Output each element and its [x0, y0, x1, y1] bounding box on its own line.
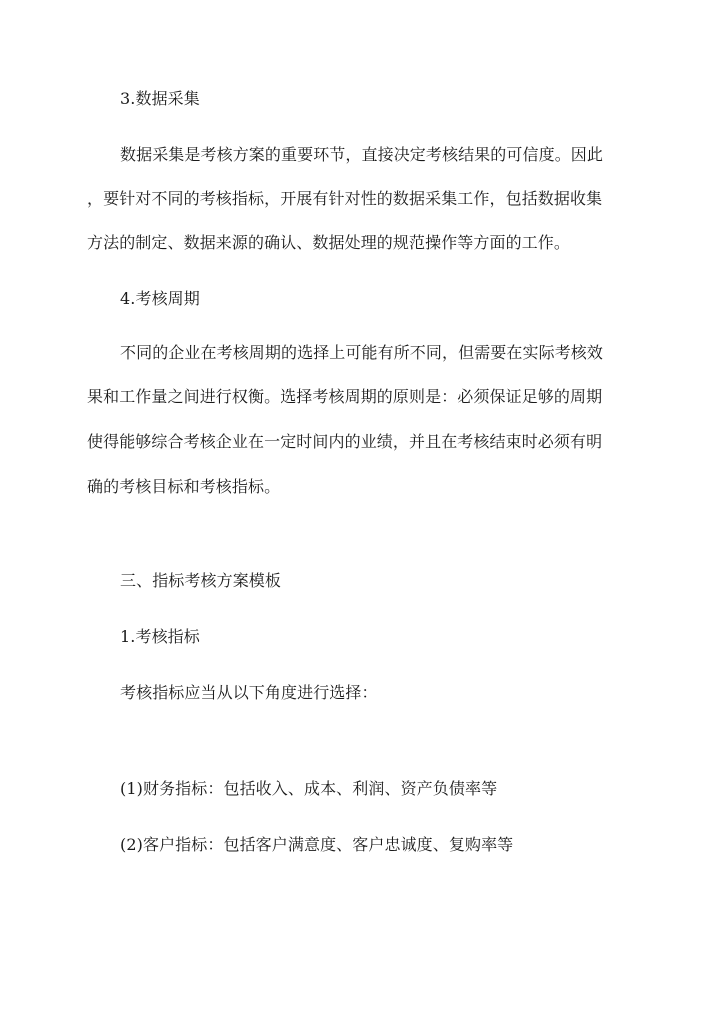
paragraph-line: 数据采集是考核方案的重要环节，直接决定考核结果的可信度。因此 — [120, 145, 604, 164]
section-heading-assessment-cycle: 4.考核周期 — [120, 289, 200, 308]
paragraph-line: 方法的制定、数据来源的确认、数据处理的规范操作等方面的工作。 — [87, 233, 571, 252]
list-item-financial: (1)财务指标：包括收入、成本、利润、资产负债率等 — [120, 779, 498, 798]
section-heading-data-collection: 3.数据采集 — [120, 89, 200, 108]
intro-text: 考核指标应当从以下角度进行选择： — [120, 683, 378, 702]
paragraph-line: 不同的企业在考核周期的选择上可能有所不同，但需要在实际考核效 — [120, 343, 604, 362]
paragraph-line: 确的考核目标和考核指标。 — [87, 477, 281, 496]
sub-heading-indicators: 1.考核指标 — [120, 627, 200, 646]
part-heading-template: 三、指标考核方案模板 — [120, 571, 282, 590]
paragraph-line: 使得能够综合考核企业在一定时间内的业绩，并且在考核结束时必须有明 — [87, 432, 603, 451]
paragraph-line: ，要针对不同的考核指标，开展有针对性的数据采集工作，包括数据收集 — [87, 189, 603, 208]
paragraph-line: 果和工作量之间进行权衡。选择考核周期的原则是：必须保证足够的周期 — [87, 387, 603, 406]
list-item-customer: (2)客户指标：包括客户满意度、客户忠诚度、复购率等 — [120, 835, 514, 854]
